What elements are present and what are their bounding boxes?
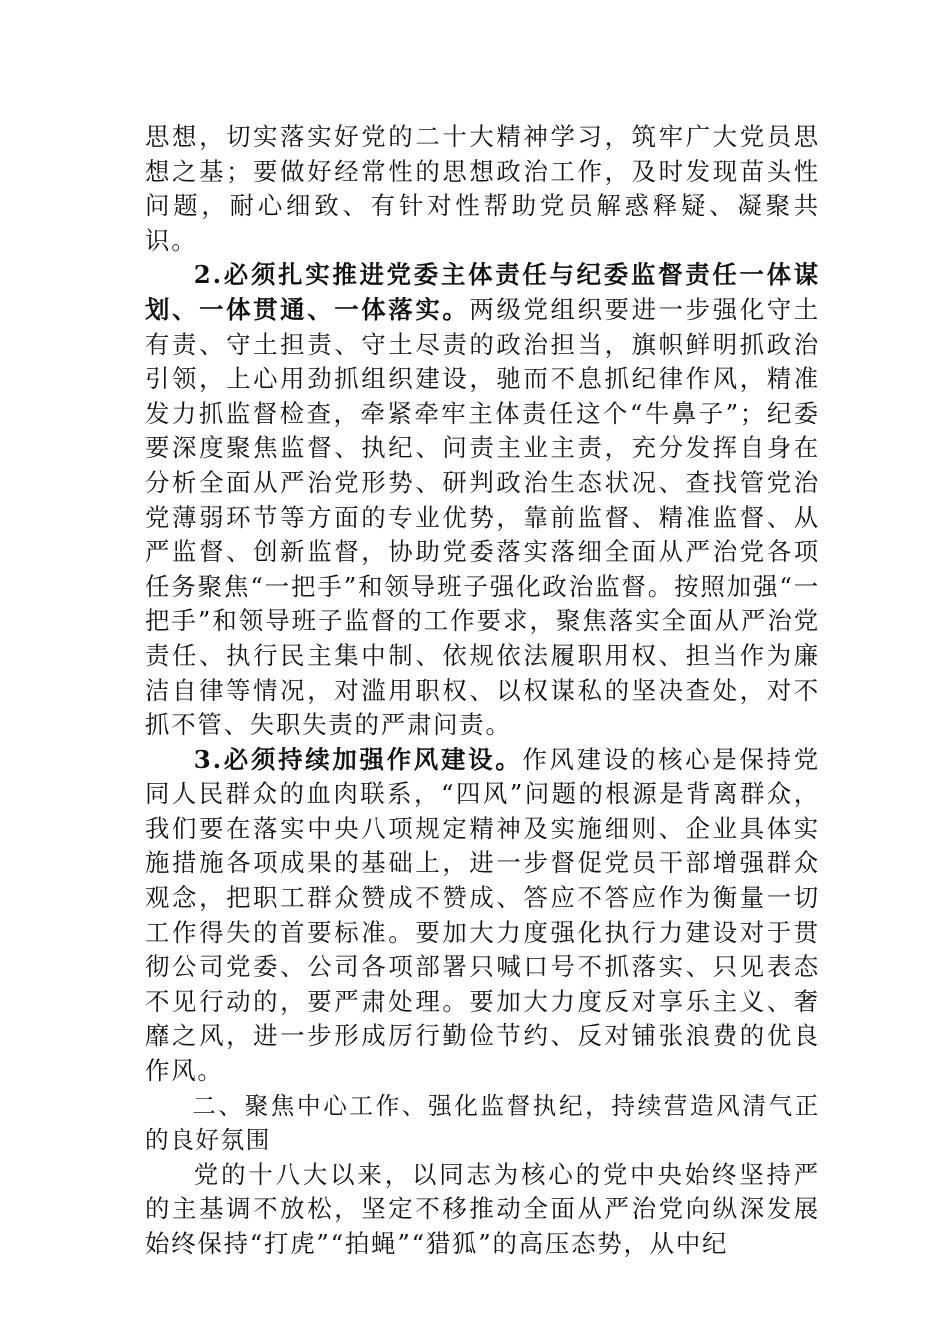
paragraph-2-lead: 2.必须扎实推进党委主体责任与纪委监督责任一体谋划、一体贯通、一体落实。 bbox=[145, 260, 820, 324]
paragraph-2 bbox=[145, 258, 820, 742]
paragraph-3-lead: 3.必须持续加强作风建设。 bbox=[193, 744, 523, 774]
paragraph-4: 党的十八大以来，以同志为核心的党中央始终坚持严的主基调不放松，坚定不移推动全面从严治党向纵深发展始终保持“打虎”“拍蝇”“猎狐”的高压态势，从中纪 bbox=[145, 1159, 820, 1258]
paragraph-1: 思想，切实落实好党的二十大精神学习，筑牢广大党员思想之基；要做好经常性的思想政治工作，及时发现苗头性问题，耐心细致、有针对性帮助党员解惑释疑、凝聚共识。 bbox=[145, 122, 820, 255]
paragraph-2-body: 两级党组织要进一步强化守土有责、守土担责、守土尽责的政治担当，旗帜鲜明抓政治引领，上心用劲抓组织建设，驰而不息抓纪律作风，精准发力抓监督检查，牵紧牵牢主体责任这个“牛鼻子”；纪委要深度聚焦监督、执纪、问责主业主责，充分发挥自身在分析全面从严治党形势、研判政治生态状况、查找管党治党薄弱环节等方面的专业优势，靠前监督、精准监督、从严监督、创新监督，协助党委落实落细全面从严治党各项任务聚焦“一把手”和领导班子强化政治监督。按照加强“一把手”和领导班子监督的工作要求，聚焦落实全面从严治党责任、执行民主集中制、依规依法履职用权、担当作为廉洁自律等情况，对滥用职权、以权谋私的坚决查处，对不抓不管、失职失责的严肃问责。 bbox=[145, 294, 820, 740]
paragraph-3 bbox=[145, 743, 820, 1089]
section-heading-2: 二、聚焦中心工作、强化监督执纪，持续营造风清气正的良好氛围 bbox=[145, 1091, 820, 1155]
paragraph-3-body: 作风建设的核心是保持党同人民群众的血肉联系，“四风”问题的根源是背离群众，我们要在落实中央八项规定精神及实施细则、企业具体实施措施各项成果的基础上，进一步督促党员干部增强群众观念，把职工群众赞成不赞成、答应不答应作为衡量一切工作得失的首要标准。要加大力度强化执行力建设对于贯彻公司党委、公司各项部署只喊口号不抓落实、只见表态不见行动的，要严肃处理。要加大力度反对享乐主义、奢靡之风，进一步形成厉行勤俭节约、反对铺张浪费的优良作风。 bbox=[145, 744, 820, 1086]
document-page bbox=[145, 120, 820, 1262]
